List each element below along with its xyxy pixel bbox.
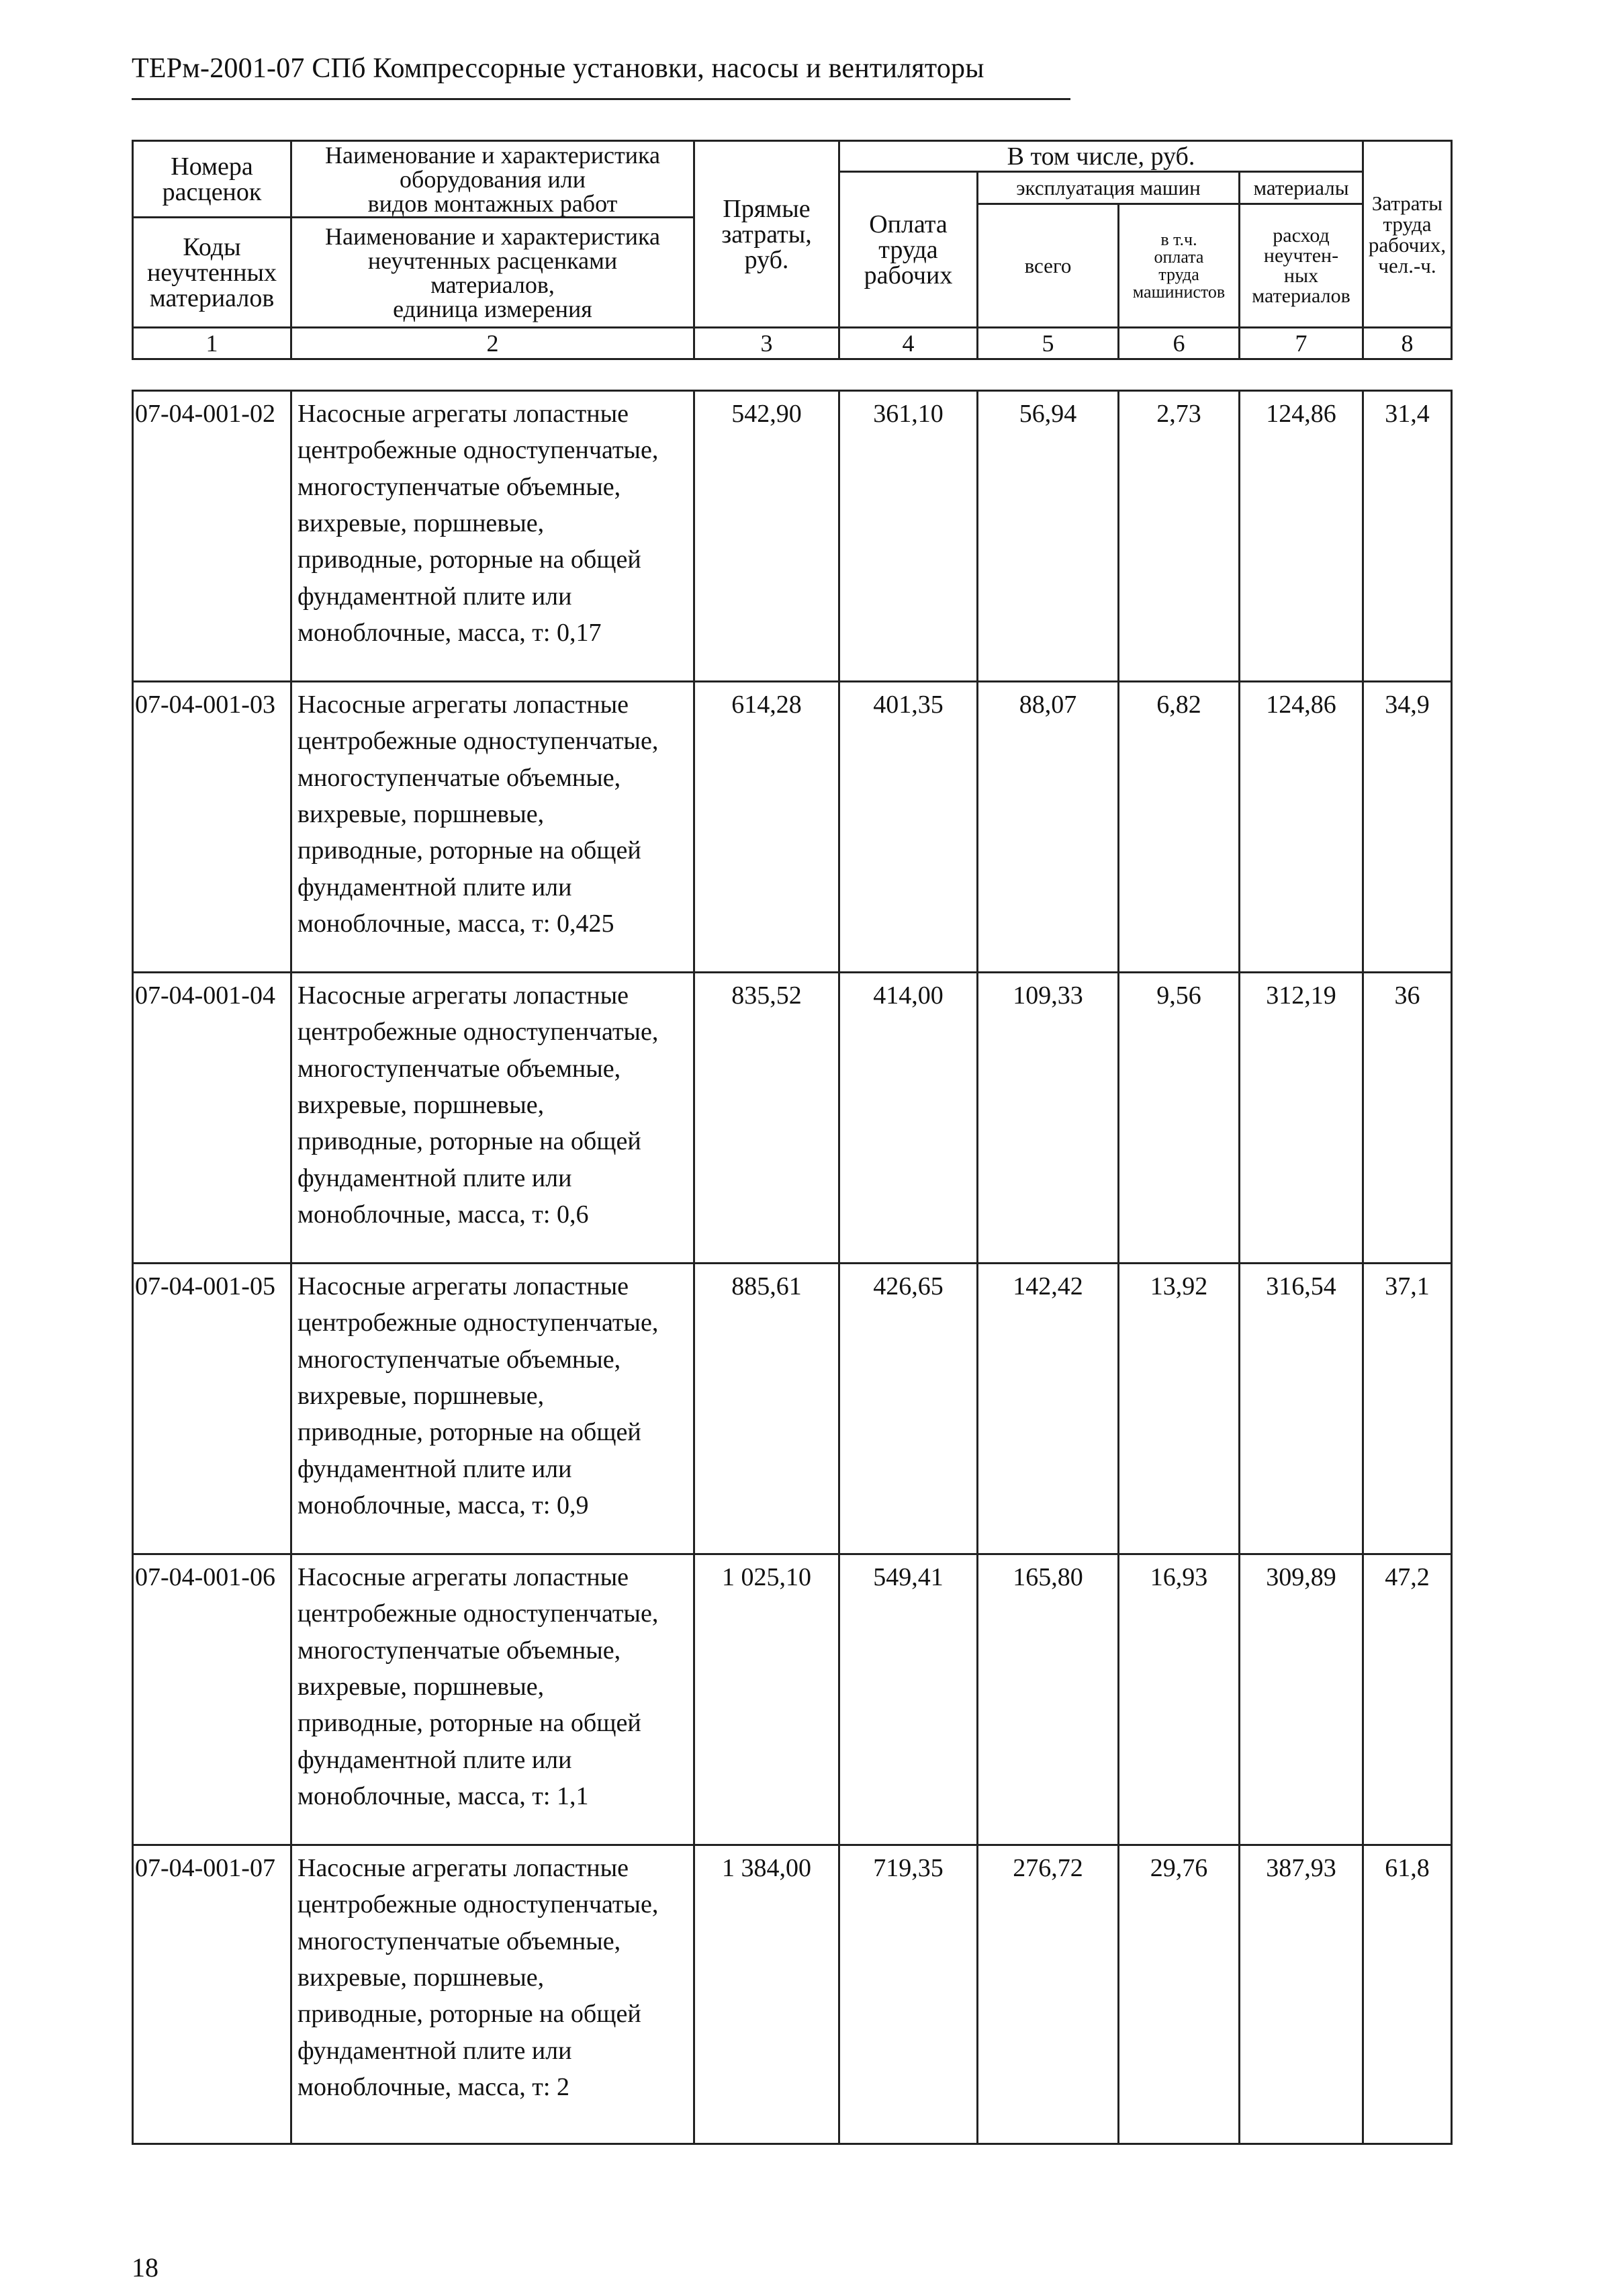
rate-code: 07-04-001-03: [133, 682, 291, 973]
materials-cost: 387,93: [1240, 1845, 1363, 2144]
title-rule: [132, 98, 1070, 100]
machinist-pay: 29,76: [1119, 1845, 1240, 2144]
description-line: Насосные агрегаты лопастные: [297, 1272, 629, 1300]
table-row: [133, 1845, 1452, 2144]
description-line: центробежные одноступенчатые,: [297, 436, 659, 465]
col-number: 7: [1240, 328, 1363, 359]
col-number: 5: [978, 328, 1119, 359]
description-line: моноблочные, масса, т: 0,6: [297, 1200, 589, 1229]
header-work-name: Наименование и характеристика оборудования или видов монтажных работ: [291, 141, 694, 218]
rate-code: 07-04-001-02: [133, 391, 291, 682]
description-line: фундаментной плите или: [297, 1745, 572, 1774]
worker-pay: 719,35: [839, 1845, 978, 2144]
worker-pay: 414,00: [839, 973, 978, 1264]
description-line: многоступенчатые объемные,: [297, 763, 621, 792]
header-including-group: В том числе, руб.: [839, 141, 1363, 172]
labor-hours: 37,1: [1363, 1264, 1452, 1554]
description-line: фундаментной плите или: [297, 582, 572, 611]
header-unaccounted-materials: расход неучтен- ных материалов: [1240, 204, 1363, 328]
work-description: [291, 1554, 694, 1845]
description-line: приводные, роторные на общей: [297, 836, 641, 865]
description-line: многоступенчатые объемные,: [297, 1927, 621, 1955]
description-line: многоступенчатые объемные,: [297, 1054, 621, 1083]
description-line: моноблочные, масса, т: 2: [297, 2072, 569, 2101]
description-line: приводные, роторные на общей: [297, 1709, 641, 1738]
table-row: [133, 973, 1452, 1264]
header-direct-costs: Прямые затраты, руб.: [694, 141, 839, 328]
labor-hours: 47,2: [1363, 1554, 1452, 1845]
rate-code: 07-04-001-07: [133, 1845, 291, 2144]
machinist-pay: 6,82: [1119, 682, 1240, 973]
description-line: Насосные агрегаты лопастные: [297, 1563, 629, 1591]
worker-pay: 426,65: [839, 1264, 978, 1554]
direct-costs: 1 384,00: [694, 1845, 839, 2144]
materials-cost: 124,86: [1240, 682, 1363, 973]
table-row: [133, 1264, 1452, 1554]
description-line: вихревые, поршневые,: [297, 1090, 545, 1119]
machinist-pay: 13,92: [1119, 1264, 1240, 1554]
rate-code: 07-04-001-06: [133, 1554, 291, 1845]
machine-total: 165,80: [978, 1554, 1119, 1845]
work-description: [291, 973, 694, 1264]
description-line: многоступенчатые объемные,: [297, 1345, 621, 1374]
table-row: [133, 391, 1452, 682]
direct-costs: 1 025,10: [694, 1554, 839, 1845]
page-title: ТЕРм-2001-07 СПб Компрессорные установки, насосы и вентиляторы: [132, 53, 984, 84]
description-line: фундаментной плите или: [297, 1454, 572, 1483]
materials-cost: 309,89: [1240, 1554, 1363, 1845]
col-number: 6: [1119, 328, 1240, 359]
description-line: центробежные одноступенчатые,: [297, 727, 659, 756]
direct-costs: 835,52: [694, 973, 839, 1264]
header-machine-total: всего: [978, 204, 1119, 328]
description-line: вихревые, поршневые,: [297, 1963, 545, 1992]
col-number: 4: [839, 328, 978, 359]
machine-total: 109,33: [978, 973, 1119, 1264]
machine-total: 142,42: [978, 1264, 1119, 1554]
description-line: фундаментной плите или: [297, 1163, 572, 1192]
materials-cost: 312,19: [1240, 973, 1363, 1264]
col-number: 3: [694, 328, 839, 359]
description-line: приводные, роторные на общей: [297, 2000, 641, 2029]
header-materials-group: материалы: [1240, 172, 1363, 204]
description-line: моноблочные, масса, т: 0,425: [297, 909, 614, 938]
machine-total: 56,94: [978, 391, 1119, 682]
description-line: Насосные агрегаты лопастные: [297, 1854, 629, 1882]
description-line: моноблочные, масса, т: 0,9: [297, 1491, 589, 1519]
header-machine-operation: эксплуатация машин: [978, 172, 1240, 204]
rates-table: [132, 390, 1453, 2145]
col-number: 2: [291, 328, 694, 359]
header-machinist-pay: в т.ч. оплата труда машинистов: [1119, 204, 1240, 328]
direct-costs: 885,61: [694, 1264, 839, 1554]
worker-pay: 401,35: [839, 682, 978, 973]
machine-total: 88,07: [978, 682, 1119, 973]
description-line: многоступенчатые объемные,: [297, 1636, 621, 1665]
table-row: [133, 682, 1452, 973]
description-line: фундаментной плите или: [297, 2036, 572, 2065]
machinist-pay: 2,73: [1119, 391, 1240, 682]
description-line: приводные, роторные на общей: [297, 1127, 641, 1156]
labor-hours: 61,8: [1363, 1845, 1452, 2144]
labor-hours: 31,4: [1363, 391, 1452, 682]
description-line: Насосные агрегаты лопастные: [297, 981, 629, 1010]
labor-hours: 36: [1363, 973, 1452, 1264]
work-description: [291, 391, 694, 682]
labor-hours: 34,9: [1363, 682, 1452, 973]
direct-costs: 614,28: [694, 682, 839, 973]
description-line: вихревые, поршневые,: [297, 1381, 545, 1410]
description-line: фундаментной плите или: [297, 873, 572, 901]
description-line: многоступенчатые объемные,: [297, 472, 621, 501]
description-line: вихревые, поршневые,: [297, 799, 545, 828]
table-header: [132, 140, 1453, 360]
machine-total: 276,72: [978, 1845, 1119, 2144]
materials-cost: 124,86: [1240, 391, 1363, 682]
machinist-pay: 9,56: [1119, 973, 1240, 1264]
description-line: вихревые, поршневые,: [297, 1672, 545, 1701]
work-description: [291, 682, 694, 973]
header-rate-numbers: Номера расценок: [133, 141, 291, 218]
description-line: вихревые, поршневые,: [297, 509, 545, 537]
description-line: Насосные агрегаты лопастные: [297, 400, 629, 428]
materials-cost: 316,54: [1240, 1264, 1363, 1554]
header-labor-hours: Затраты труда рабочих, чел.-ч.: [1363, 141, 1452, 328]
worker-pay: 549,41: [839, 1554, 978, 1845]
description-line: центробежные одноступенчатые,: [297, 1599, 659, 1628]
description-line: центробежные одноступенчатые,: [297, 1018, 659, 1047]
page-number: 18: [132, 2252, 158, 2283]
col-number: 1: [133, 328, 291, 359]
description-line: моноблочные, масса, т: 0,17: [297, 618, 602, 647]
direct-costs: 542,90: [694, 391, 839, 682]
header-material-codes: Коды неучтенных материалов: [133, 218, 291, 328]
rate-code: 07-04-001-04: [133, 973, 291, 1264]
description-line: центробежные одноступенчатые,: [297, 1309, 659, 1337]
description-line: центробежные одноступенчатые,: [297, 1890, 659, 1919]
table-row: [133, 1554, 1452, 1845]
description-line: приводные, роторные на общей: [297, 545, 641, 574]
description-line: приводные, роторные на общей: [297, 1418, 641, 1447]
header-material-name: Наименование и характеристика неучтенных расценками материалов, единица измерения: [291, 218, 694, 328]
machinist-pay: 16,93: [1119, 1554, 1240, 1845]
work-description: [291, 1845, 694, 2144]
description-line: моноблочные, масса, т: 1,1: [297, 1781, 589, 1810]
work-description: [291, 1264, 694, 1554]
description-line: Насосные агрегаты лопастные: [297, 691, 629, 719]
rate-code: 07-04-001-05: [133, 1264, 291, 1554]
worker-pay: 361,10: [839, 391, 978, 682]
header-worker-pay: Оплата труда рабочих: [839, 172, 978, 328]
col-number: 8: [1363, 328, 1452, 359]
